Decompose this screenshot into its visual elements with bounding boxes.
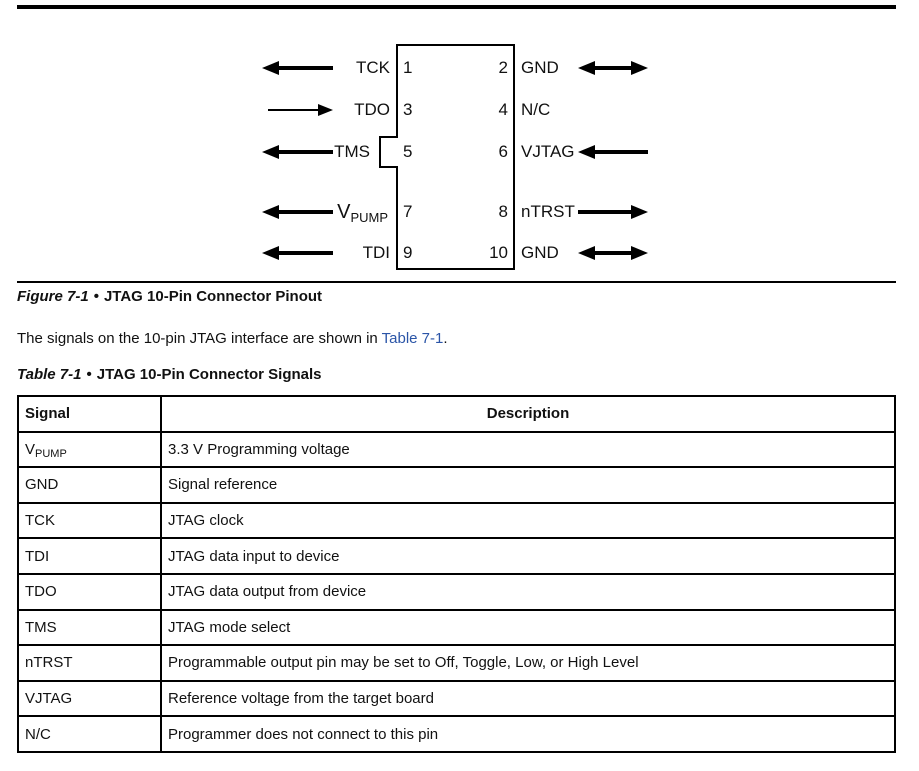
arrow-bidirectional-icon [578, 237, 648, 269]
arrow-left-icon [578, 136, 648, 168]
signal-cell: VJTAG [18, 681, 161, 717]
pin-signal-label: TCK [356, 58, 390, 77]
pin-signal-label: nTRST [521, 202, 575, 221]
pin-signal-label: N/C [521, 100, 551, 119]
paragraph-text: The signals on the 10-pin JTAG interface are shown in [17, 330, 382, 347]
pin-number: 1 [403, 58, 413, 77]
pin-number: 5 [403, 142, 413, 161]
signal-cell: N/C [18, 716, 161, 752]
pin-row [0, 196, 919, 228]
description-cell: JTAG data input to device [161, 538, 895, 574]
pin-signal-label: TMS [334, 142, 370, 161]
table-row [18, 574, 895, 610]
figure-label: Figure 7-1 [17, 288, 89, 305]
table-row [18, 716, 895, 752]
arrow-right-icon [268, 94, 333, 126]
table-row [18, 610, 895, 646]
table-header-row [18, 396, 895, 432]
pin-number: 6 [498, 142, 508, 161]
table-caption [17, 366, 322, 383]
column-header-description: Description [161, 396, 895, 432]
pin-signal-label: GND [521, 243, 559, 262]
signal-cell: TDI [18, 538, 161, 574]
description-cell: 3.3 V Programming voltage [161, 432, 895, 468]
table-7-1-link[interactable]: Table 7-1 [381, 330, 444, 347]
pin-row [0, 136, 919, 168]
signal-cell: TCK [18, 503, 161, 539]
pin-row [0, 94, 919, 126]
pin-signal-label: TDO [354, 100, 390, 119]
arrow-left-icon [262, 196, 333, 228]
connector-key-notch [379, 136, 398, 168]
figure-title: JTAG 10-Pin Connector Pinout [103, 288, 323, 305]
description-cell: JTAG data output from device [161, 574, 895, 610]
pin-row [0, 237, 919, 269]
pin-number: 10 [489, 243, 508, 262]
pin-number: 7 [403, 202, 413, 221]
description-cell: Programmer does not connect to this pin [161, 716, 895, 752]
signal-cell: TDO [18, 574, 161, 610]
table-row [18, 538, 895, 574]
signals-table [17, 395, 896, 753]
pin-signal-label: $V_{PUMP}$ [337, 201, 388, 225]
description-cell: Signal reference [161, 467, 895, 503]
description-cell: JTAG clock [161, 503, 895, 539]
table-title: JTAG 10-Pin Connector Signals [96, 366, 322, 383]
table-row [18, 681, 895, 717]
pin-number: 8 [498, 202, 508, 221]
table-row [18, 467, 895, 503]
pin-number: 4 [498, 100, 508, 119]
paragraph-text: . [443, 330, 448, 347]
arrow-bidirectional-icon [578, 52, 648, 84]
pin-row [0, 52, 919, 84]
table-row [18, 503, 895, 539]
pin-number: 9 [403, 243, 413, 262]
pin-signal-label: TDI [362, 243, 390, 262]
arrow-right-icon [578, 196, 648, 228]
pin-signal-label: GND [521, 58, 559, 77]
signal-cell: $V_{PUMP}$ [18, 432, 161, 468]
figure-caption-rule [17, 281, 896, 283]
arrow-left-icon [262, 136, 333, 168]
table-row [18, 645, 895, 681]
description-cell: JTAG mode select [161, 610, 895, 646]
description-cell: Programmable output pin may be set to Off, Toggle, Low, or High Level [161, 645, 895, 681]
signal-cell: GND [18, 467, 161, 503]
arrow-left-icon [262, 52, 333, 84]
signal-cell: TMS [18, 610, 161, 646]
description-cell: Reference voltage from the target board [161, 681, 895, 717]
intro-paragraph [17, 330, 448, 347]
table-label: Table 7-1 [17, 366, 82, 383]
table-row [18, 432, 895, 468]
pin-signal-label: VJTAG [521, 142, 575, 161]
arrow-left-icon [262, 237, 333, 269]
pin-number: 2 [498, 58, 508, 77]
pinout-diagram [0, 0, 919, 281]
column-header-signal: Signal [18, 396, 161, 432]
caption-bullet: • [86, 366, 92, 383]
figure-caption [17, 288, 322, 305]
pin-number: 3 [403, 100, 413, 119]
caption-bullet: • [93, 288, 99, 305]
signal-cell: nTRST [18, 645, 161, 681]
